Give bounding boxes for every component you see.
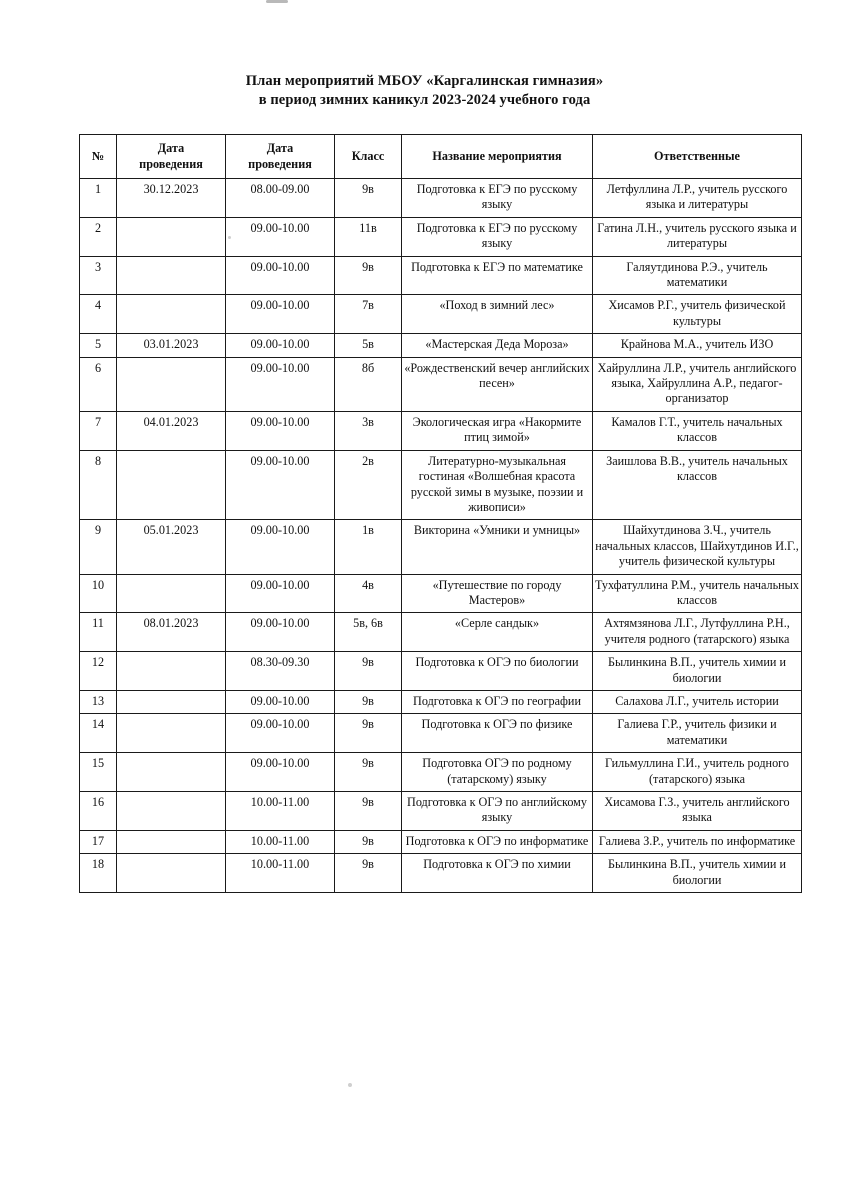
- table-row: [80, 830, 802, 853]
- column-header-date-1-line-2: проведения: [139, 157, 203, 171]
- cell-date-1: [117, 652, 226, 691]
- cell-date-1: [117, 714, 226, 753]
- cell-date-2: 09.00-10.00: [226, 411, 335, 450]
- cell-date-1: [117, 792, 226, 831]
- cell-event: Литературно-музыкальная гостиная «Волшебная красота русской зимы в музыке, поэзии и живописи»: [402, 450, 593, 520]
- column-header-date-2: [226, 135, 335, 179]
- document-title-line-1: План мероприятий МБОУ «Каргалинская гимназия»: [245, 73, 604, 89]
- cell-responsible: Былинкина В.П., учитель химии и биологии: [593, 854, 802, 893]
- cell-date-2: 09.00-10.00: [226, 334, 335, 357]
- table-row: [80, 295, 802, 334]
- column-header-date-2-line-2: проведения: [248, 157, 312, 171]
- cell-number: 4: [80, 295, 117, 334]
- cell-event: Подготовка к ОГЭ по химии: [402, 854, 593, 893]
- cell-number: 5: [80, 334, 117, 357]
- cell-number: 12: [80, 652, 117, 691]
- cell-number: 3: [80, 256, 117, 295]
- cell-number: 6: [80, 357, 117, 411]
- cell-class: 5в: [335, 334, 402, 357]
- cell-responsible: Галиева Г.Р., учитель физики и математики: [593, 714, 802, 753]
- table-header: [80, 135, 802, 179]
- table-row: [80, 179, 802, 218]
- table-body: [80, 179, 802, 893]
- column-header-number: №: [80, 135, 117, 179]
- table-row: [80, 411, 802, 450]
- cell-date-1: 05.01.2023: [117, 520, 226, 574]
- cell-date-2: 09.00-10.00: [226, 256, 335, 295]
- column-header-responsible: Ответственные: [593, 135, 802, 179]
- cell-event: Подготовка к ОГЭ по географии: [402, 690, 593, 713]
- cell-date-2: 09.00-10.00: [226, 753, 335, 792]
- cell-class: 9в: [335, 753, 402, 792]
- cell-date-1: [117, 753, 226, 792]
- cell-number: 8: [80, 450, 117, 520]
- column-header-date-1-line-1: Дата: [157, 141, 185, 155]
- cell-class: 9в: [335, 179, 402, 218]
- cell-class: 5в, 6в: [335, 613, 402, 652]
- cell-event: «Рождественский вечер английских песен»: [402, 357, 593, 411]
- cell-responsible: Ахтямзянова Л.Г., Лутфуллина Р.Н., учителя родного (татарского) языка: [593, 613, 802, 652]
- cell-class: 9в: [335, 652, 402, 691]
- cell-event: «Поход в зимний лес»: [402, 295, 593, 334]
- cell-responsible: Летфуллина Л.Р., учитель русского языка и литературы: [593, 179, 802, 218]
- cell-date-2: 09.00-10.00: [226, 714, 335, 753]
- events-table: [79, 134, 802, 893]
- column-header-date-1: [117, 135, 226, 179]
- table-row: [80, 450, 802, 520]
- column-header-class: Класс: [335, 135, 402, 179]
- cell-date-2: 09.00-10.00: [226, 520, 335, 574]
- cell-number: 7: [80, 411, 117, 450]
- scan-artifact-top: [266, 0, 288, 3]
- cell-event: Подготовка к ОГЭ по информатике: [402, 830, 593, 853]
- table-row: [80, 334, 802, 357]
- document-title-line-2: в период зимних каникул 2023-2024 учебного года: [258, 92, 591, 108]
- cell-responsible: Галяутдинова Р.Э., учитель математики: [593, 256, 802, 295]
- document-title: [0, 72, 849, 110]
- table-header-row: [80, 135, 802, 179]
- cell-class: 8б: [335, 357, 402, 411]
- table-row: [80, 357, 802, 411]
- column-header-event: Название мероприятия: [402, 135, 593, 179]
- cell-date-2: 10.00-11.00: [226, 830, 335, 853]
- cell-date-1: 30.12.2023: [117, 179, 226, 218]
- table-row: [80, 574, 802, 613]
- cell-number: 18: [80, 854, 117, 893]
- cell-responsible: Хисамов Р.Г., учитель физической культуры: [593, 295, 802, 334]
- cell-date-1: 03.01.2023: [117, 334, 226, 357]
- cell-class: 2в: [335, 450, 402, 520]
- cell-date-2: 09.00-10.00: [226, 295, 335, 334]
- cell-number: 11: [80, 613, 117, 652]
- cell-number: 14: [80, 714, 117, 753]
- cell-event: «Серле сандык»: [402, 613, 593, 652]
- cell-responsible: Гильмуллина Г.И., учитель родного (татарского) языка: [593, 753, 802, 792]
- cell-date-1: [117, 574, 226, 613]
- cell-class: 3в: [335, 411, 402, 450]
- table-row: [80, 714, 802, 753]
- cell-responsible: Галиева З.Р., учитель по информатике: [593, 830, 802, 853]
- cell-class: 7в: [335, 295, 402, 334]
- table-row: [80, 854, 802, 893]
- table-row: [80, 753, 802, 792]
- cell-date-2: 09.00-10.00: [226, 450, 335, 520]
- cell-number: 15: [80, 753, 117, 792]
- cell-class: 11в: [335, 217, 402, 256]
- cell-class: 4в: [335, 574, 402, 613]
- cell-number: 2: [80, 217, 117, 256]
- cell-date-1: [117, 450, 226, 520]
- cell-date-1: [117, 357, 226, 411]
- cell-event: Подготовка ОГЭ по родному (татарскому) языку: [402, 753, 593, 792]
- table-row: [80, 256, 802, 295]
- cell-responsible: Гатина Л.Н., учитель русского языка и литературы: [593, 217, 802, 256]
- cell-event: Экологическая игра «Накормите птиц зимой»: [402, 411, 593, 450]
- cell-date-2: 08.30-09.30: [226, 652, 335, 691]
- cell-number: 10: [80, 574, 117, 613]
- cell-responsible: Заишлова В.В., учитель начальных классов: [593, 450, 802, 520]
- cell-class: 1в: [335, 520, 402, 574]
- cell-date-2: 09.00-10.00: [226, 690, 335, 713]
- cell-class: 9в: [335, 792, 402, 831]
- cell-number: 16: [80, 792, 117, 831]
- cell-responsible: Камалов Г.Т., учитель начальных классов: [593, 411, 802, 450]
- cell-date-2: 09.00-10.00: [226, 574, 335, 613]
- cell-date-2: 09.00-10.00: [226, 217, 335, 256]
- cell-number: 17: [80, 830, 117, 853]
- cell-number: 1: [80, 179, 117, 218]
- cell-responsible: Шайхутдинова З.Ч., учитель начальных классов, Шайхутдинов И.Г., учитель физической культуры: [593, 520, 802, 574]
- cell-class: 9в: [335, 830, 402, 853]
- table-row: [80, 217, 802, 256]
- cell-date-2: 08.00-09.00: [226, 179, 335, 218]
- cell-responsible: Хисамова Г.З., учитель английского языка: [593, 792, 802, 831]
- cell-responsible: Салахова Л.Г., учитель истории: [593, 690, 802, 713]
- table-row: [80, 792, 802, 831]
- cell-class: 9в: [335, 690, 402, 713]
- cell-date-2: 09.00-10.00: [226, 613, 335, 652]
- cell-date-1: 08.01.2023: [117, 613, 226, 652]
- cell-number: 13: [80, 690, 117, 713]
- cell-class: 9в: [335, 256, 402, 295]
- cell-responsible: Тухфатуллина Р.М., учитель начальных классов: [593, 574, 802, 613]
- cell-responsible: Крайнова М.А., учитель ИЗО: [593, 334, 802, 357]
- cell-number: 9: [80, 520, 117, 574]
- cell-date-1: [117, 256, 226, 295]
- column-header-date-2-line-1: Дата: [266, 141, 294, 155]
- cell-class: 9в: [335, 714, 402, 753]
- table-row: [80, 652, 802, 691]
- cell-date-1: [117, 854, 226, 893]
- cell-event: Подготовка к ОГЭ по английскому языку: [402, 792, 593, 831]
- cell-date-2: 09.00-10.00: [226, 357, 335, 411]
- cell-responsible: Былинкина В.П., учитель химии и биологии: [593, 652, 802, 691]
- cell-event: «Мастерская Деда Мороза»: [402, 334, 593, 357]
- cell-event: Подготовка к ОГЭ по физике: [402, 714, 593, 753]
- cell-event: Викторина «Умники и умницы»: [402, 520, 593, 574]
- cell-event: Подготовка к ЕГЭ по русскому языку: [402, 179, 593, 218]
- scan-artifact-bottom: [348, 1083, 352, 1087]
- table-row: [80, 690, 802, 713]
- cell-event: Подготовка к ОГЭ по биологии: [402, 652, 593, 691]
- cell-date-1: [117, 690, 226, 713]
- table-row: [80, 520, 802, 574]
- cell-date-1: [117, 830, 226, 853]
- cell-date-1: [117, 217, 226, 256]
- cell-event: «Путешествие по городу Мастеров»: [402, 574, 593, 613]
- cell-event: Подготовка к ЕГЭ по математике: [402, 256, 593, 295]
- cell-date-2: 10.00-11.00: [226, 854, 335, 893]
- table-row: [80, 613, 802, 652]
- cell-event: Подготовка к ЕГЭ по русскому языку: [402, 217, 593, 256]
- cell-class: 9в: [335, 854, 402, 893]
- cell-date-2: 10.00-11.00: [226, 792, 335, 831]
- cell-date-1: 04.01.2023: [117, 411, 226, 450]
- cell-date-1: [117, 295, 226, 334]
- cell-responsible: Хайруллина Л.Р., учитель английского языка, Хайруллина А.Р., педагог-организатор: [593, 357, 802, 411]
